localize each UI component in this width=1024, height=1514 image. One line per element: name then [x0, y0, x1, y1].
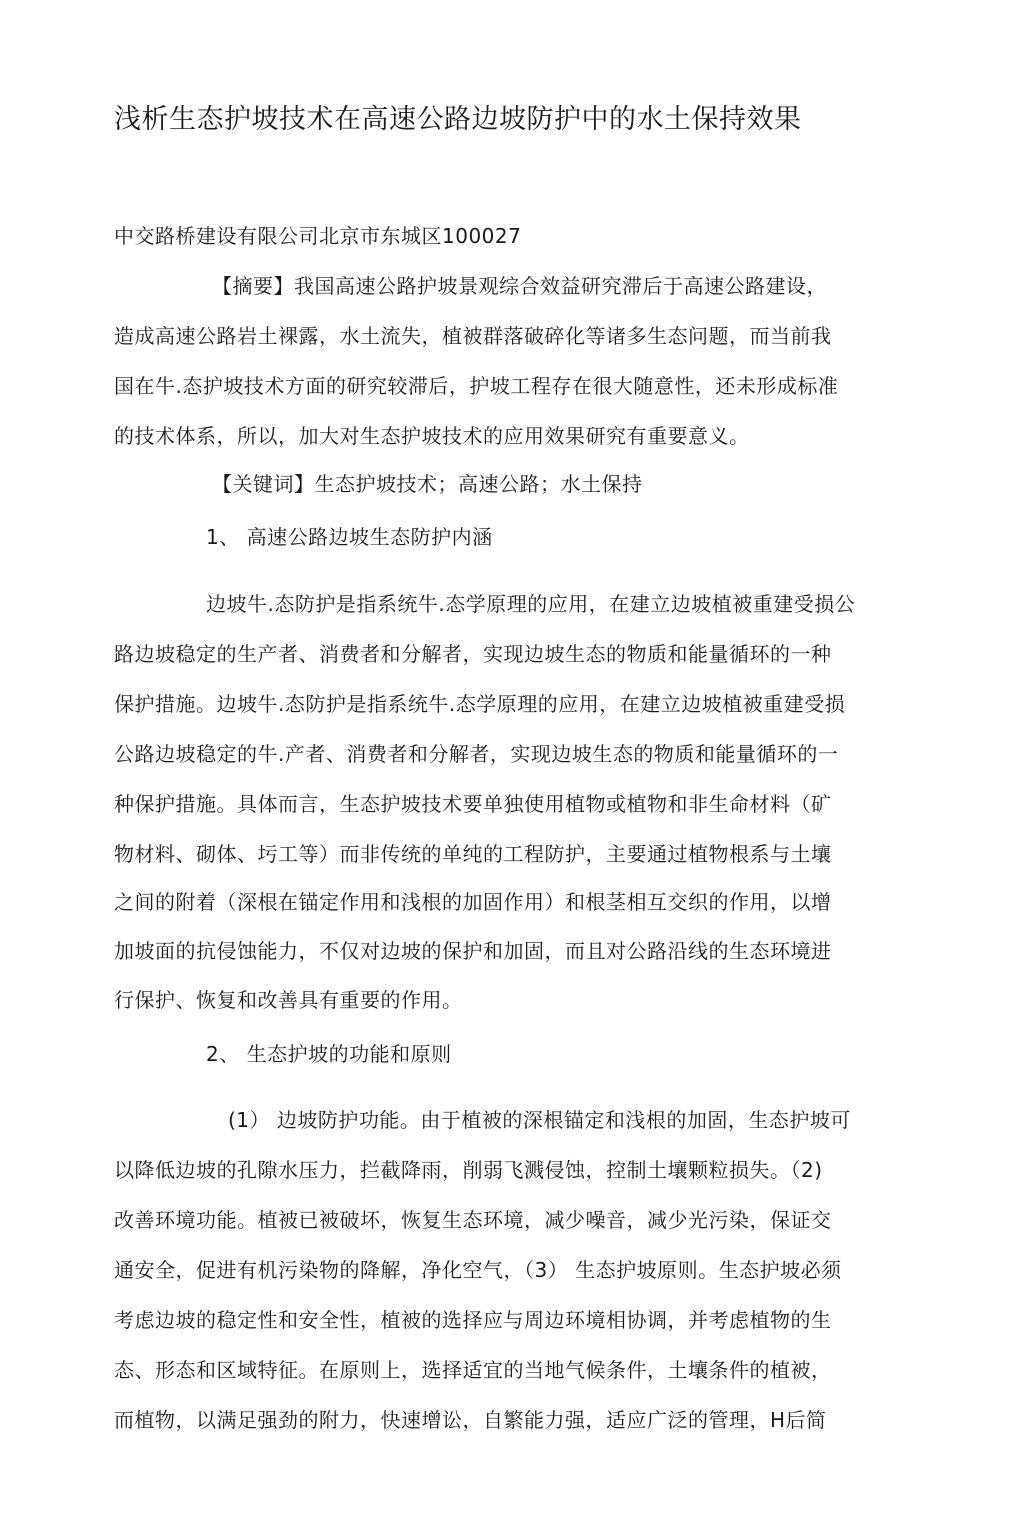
- paragraph-line: 而植物，以满足强劲的附力，快速增讼，自繁能力强，适应广泛的管理，H后简: [114, 1408, 827, 1432]
- paragraph-line: (1） 边坡防护功能。由于植被的深根锚定和浅根的加固，生态护坡可: [228, 1108, 851, 1132]
- paragraph-line: 态、形态和区域特征。在原则上，选择适宜的当地气候条件，土壤条件的植被，: [114, 1358, 832, 1382]
- keywords: 【关键词】生态护坡技术；高速公路；水土保持: [212, 472, 643, 496]
- paragraph-line: 改善环境功能。植被已被破坏，恢复生态环境，减少噪音，减少光污染，保证交: [114, 1208, 832, 1232]
- abstract-line: 【摘要】我国高速公路护坡景观综合效益研究滞后于高速公路建设，: [212, 274, 827, 298]
- abstract-line: 国在牛.态护坡技术方面的研究较滞后，护坡工程存在很大随意性，还未形成标准: [114, 374, 839, 398]
- paragraph-line: 种保护措施。具体而言，生态护坡技术要单独使用植物或植物和非生命材料（矿: [114, 792, 832, 816]
- paragraph-line: 物材料、砌体、圬工等）而非传统的单纯的工程防护，主要通过植物根系与土壤: [114, 842, 832, 866]
- paragraph-line: 边坡牛.态防护是指系统牛.态学原理的应用，在建立边坡植被重建受损公: [206, 592, 856, 616]
- paragraph-line: 保护措施。边坡牛.态防护是指系统牛.态学原理的应用，在建立边坡植被重建受损: [114, 692, 846, 716]
- paragraph-line: 路边坡稳定的生产者、消费者和分解者，实现边坡生态的物质和能量循环的一种: [114, 642, 832, 666]
- document-title: 浅析生态护坡技术在高速公路边坡防护中的水土保持效果: [114, 104, 802, 135]
- paragraph-line: 之间的附着（深根在锚定作用和浅根的加固作用）和根茎相互交织的作用，以增: [114, 890, 832, 914]
- abstract-line: 的技术体系，所以，加大对生态护坡技术的应用效果研究有重要意义。: [114, 424, 750, 448]
- paragraph-line: 通安全，促进有机污染物的降解，净化空气，（3） 生态护坡原则。生态护坡必须: [114, 1258, 842, 1282]
- abstract-line: 造成高速公路岩土裸露，水土流失，植被群落破碎化等诸多生态问题，而当前我: [114, 324, 832, 348]
- section-heading: 2、 生态护坡的功能和原则: [206, 1042, 452, 1066]
- paragraph-line: 考虑边坡的稳定性和安全性，植被的选择应与周边环境相协调，并考虑植物的生: [114, 1308, 832, 1332]
- section-heading: 1、 高速公路边坡生态防护内涵: [206, 525, 493, 549]
- paragraph-line: 加坡面的抗侵蚀能力，不仅对边坡的保护和加固，而且对公路沿线的生态环境进: [114, 939, 832, 963]
- paragraph-line: 行保护、恢复和改善具有重要的作用。: [114, 988, 463, 1012]
- paragraph-line: 以降低边坡的孔隙水压力，拦截降雨，削弱飞溅侵蚀，控制土壤颗粒损失。（2): [114, 1158, 823, 1182]
- author-affiliation: 中交路桥建设有限公司北京市东城区100027: [114, 224, 522, 248]
- paragraph-line: 公路边坡稳定的牛.产者、消费者和分解者，实现边坡生态的物质和能量循环的一: [114, 742, 839, 766]
